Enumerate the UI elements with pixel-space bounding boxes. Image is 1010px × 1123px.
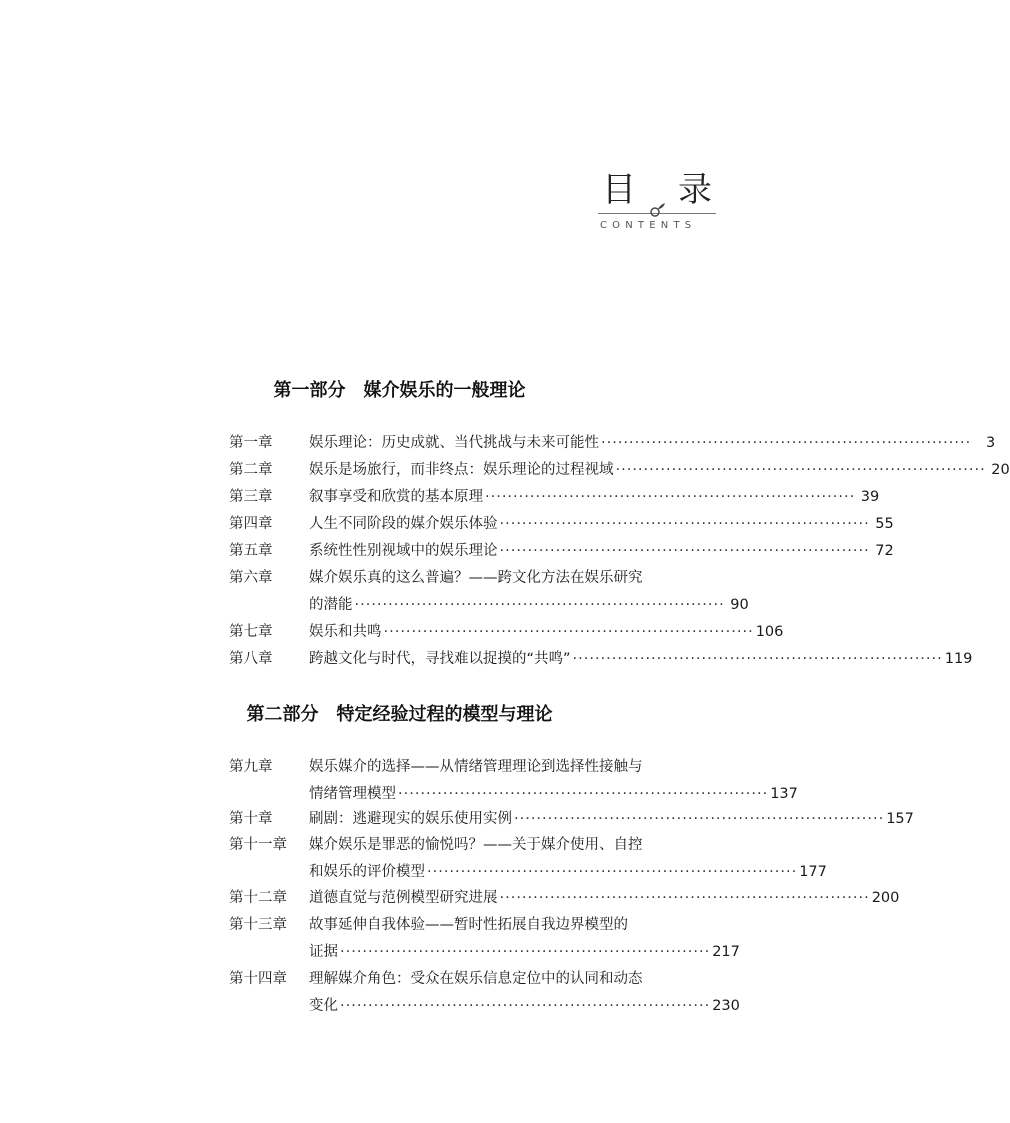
chapter-title: 娱乐是场旅行，而非终点：娱乐理论的过程视域 (309, 462, 614, 478)
leaf-ornament-icon (648, 201, 666, 219)
chapter-label: 第五章 (229, 543, 273, 559)
chapter-title-line1: 媒介娱乐真的这么普遍？——跨文化方法在娱乐研究 (309, 570, 643, 586)
toc-title-left: 目 (602, 170, 636, 210)
dot-leader: ·································································· (499, 516, 870, 532)
chapter-title: 道德直觉与范例模型研究进展 (309, 890, 498, 906)
page-number: 20 (991, 462, 1010, 478)
toc-entry-ch12[interactable] (229, 885, 900, 912)
toc-entry-ch10[interactable] (229, 806, 914, 833)
chapter-title-line1: 理解媒介角色：受众在娱乐信息定位中的认同和动态 (309, 971, 643, 987)
page-number: 200 (871, 890, 900, 906)
toc-entry-ch3[interactable] (229, 484, 880, 511)
chapter-label: 第六章 (229, 570, 273, 586)
page-number: 230 (712, 998, 740, 1014)
chapter-label: 第七章 (229, 624, 273, 640)
chapter-title-line2: 变化 (309, 998, 338, 1014)
dot-leader: ·································································· (572, 651, 943, 667)
toc-header (598, 168, 716, 238)
part-1-title: 第一部分 媒介娱乐的一般理论 (273, 380, 526, 401)
chapter-title: 娱乐理论：历史成就、当代挑战与未来可能性 (309, 435, 599, 451)
toc-title-right: 录 (678, 170, 712, 210)
dot-leader: ·································································· (499, 543, 870, 559)
page-number: 119 (944, 651, 973, 667)
page-number: 90 (730, 597, 749, 613)
toc-entry-ch8[interactable] (229, 646, 973, 673)
part-2-title: 第二部分 特定经验过程的模型与理论 (246, 704, 553, 725)
chapter-label: 第二章 (229, 462, 273, 478)
page-number: 137 (770, 786, 798, 802)
toc-entry-ch13[interactable] (229, 912, 740, 966)
chapter-title-line1: 媒介娱乐是罪恶的愉悦吗？——关于媒介使用、自控 (309, 837, 643, 853)
toc-entry-ch11[interactable] (229, 832, 827, 886)
chapter-title: 叙事享受和欣赏的基本原理 (309, 489, 483, 505)
chapter-title-line2: 和娱乐的评价模型 (309, 864, 425, 880)
dot-leader: ·································································· (354, 597, 725, 613)
chapter-title: 跨越文化与时代，寻找难以捉摸的“共鸣” (309, 651, 571, 667)
chapter-title: 系统性性别视域中的娱乐理论 (309, 543, 498, 559)
chapter-title-line2: 证据 (309, 944, 338, 960)
dot-leader: ·································································· (427, 864, 798, 880)
chapter-label: 第九章 (229, 759, 273, 775)
page-number: 72 (875, 543, 894, 559)
dot-leader: ·································································· (499, 890, 870, 906)
chapter-title-line2: 情绪管理模型 (309, 786, 396, 802)
chapter-label: 第十四章 (229, 971, 287, 987)
chapter-title-line1: 娱乐媒介的选择——从情绪管理理论到选择性接触与 (309, 759, 643, 775)
page-number: 157 (886, 811, 914, 827)
dot-leader: ·································································· (340, 944, 711, 960)
chapter-title: 刷剧：逃避现实的娱乐使用实例 (309, 811, 512, 827)
dot-leader: ·································································· (340, 998, 711, 1014)
dot-leader: ·································································· (601, 435, 972, 451)
chapter-title: 人生不同阶段的媒介娱乐体验 (309, 516, 498, 532)
chapter-label: 第一章 (229, 435, 273, 451)
chapter-title-line2: 的潜能 (309, 597, 353, 613)
chapter-label: 第三章 (229, 489, 273, 505)
toc-entry-ch5[interactable] (229, 538, 894, 565)
toc-entry-ch1[interactable] (229, 430, 996, 457)
toc-entry-ch4[interactable] (229, 511, 894, 538)
chapter-label: 第十章 (229, 811, 273, 827)
toc-entry-ch14[interactable] (229, 966, 740, 1020)
dot-leader: ·································································· (514, 811, 885, 827)
toc-entry-ch6[interactable] (229, 565, 749, 619)
toc-entry-ch7[interactable] (229, 619, 784, 646)
toc-entry-ch2[interactable] (229, 457, 1010, 484)
chapter-label: 第四章 (229, 516, 273, 532)
chapter-label: 第十一章 (229, 837, 287, 853)
toc-entry-ch9[interactable] (229, 754, 798, 808)
chapter-label: 第八章 (229, 651, 273, 667)
chapter-title-line1: 故事延伸自我体验——暂时性拓展自我边界模型的 (309, 917, 628, 933)
page-number: 3 (985, 435, 996, 451)
page-number: 217 (712, 944, 740, 960)
chapter-label: 第十二章 (229, 890, 287, 906)
toc-subtitle: CONTENTS (600, 220, 697, 231)
dot-leader: ·································································· (383, 624, 754, 640)
page-number: 39 (860, 489, 880, 505)
page-number: 106 (755, 624, 784, 640)
dot-leader: ·································································· (485, 489, 856, 505)
dot-leader: ·································································· (398, 786, 769, 802)
page-number: 55 (875, 516, 894, 532)
chapter-title: 娱乐和共鸣 (309, 624, 382, 640)
page-number: 177 (799, 864, 827, 880)
dot-leader: ·································································· (615, 462, 986, 478)
chapter-label: 第十三章 (229, 917, 287, 933)
